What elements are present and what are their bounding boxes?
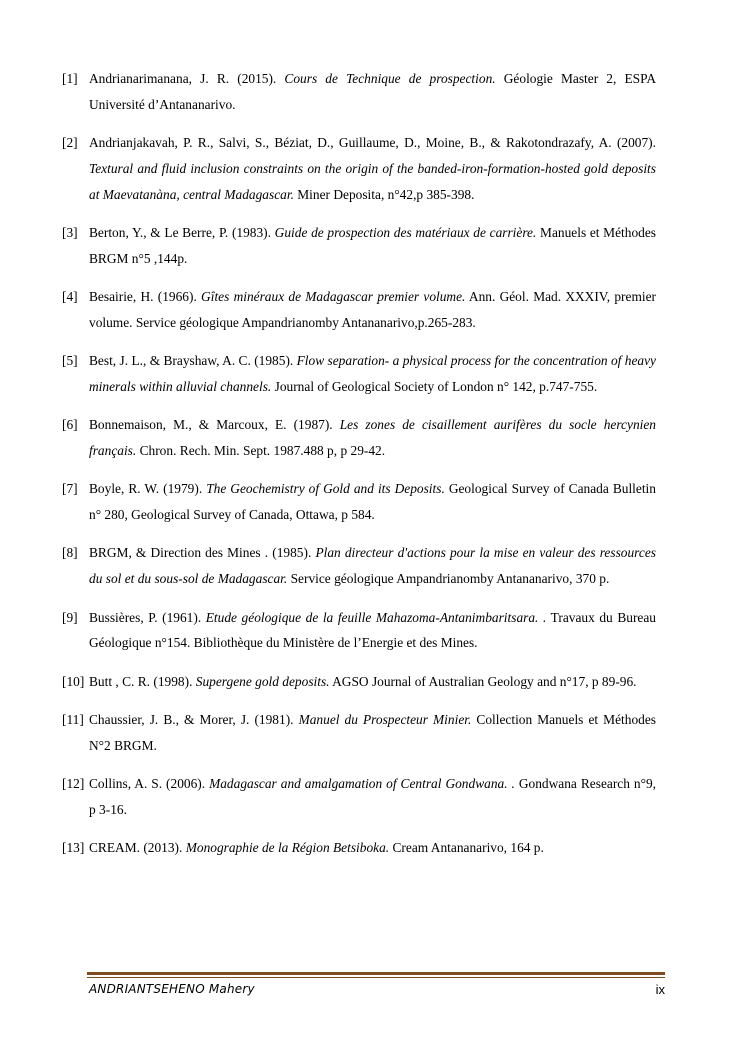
page-number: ix <box>655 982 665 997</box>
reference-number: [2] <box>62 135 78 151</box>
reference-authors: Berton, Y., & Le Berre, P. (1983). <box>89 224 275 240</box>
reference-number: [1] <box>62 71 78 86</box>
reference-text <box>89 605 656 657</box>
reference-text <box>89 540 656 592</box>
reference-list <box>62 66 656 873</box>
reference-title: Plan directeur d'actions pour la mise en valeur des ressources du sol et du sous-sol de Madagascar. <box>89 545 656 587</box>
reference-source: Géologie Master 2, ESPA Université d’Antananarivo. <box>89 71 656 112</box>
reference-title: Flow separation- a physical process for the concentration of heavy minerals within alluvial channels. <box>89 353 656 394</box>
reference-text <box>89 66 656 118</box>
reference-authors: Andrianjakavah, P. R., Salvi, S., Béziat, D., Guillaume, D., Moine, B., & Rakotondrazafy, A. (2007). <box>89 135 656 151</box>
reference-title: Cours de Technique de prospection. <box>284 71 496 86</box>
reference-text <box>89 669 656 695</box>
reference-number: [12] <box>62 776 85 792</box>
reference-authors: Butt , C. R. (1998). <box>89 673 196 689</box>
reference-number: [4] <box>62 289 78 305</box>
reference-text <box>89 835 656 861</box>
reference-item-3 <box>62 220 656 272</box>
reference-item-2 <box>62 130 656 207</box>
reference-source: Gondwana Research n°9, p 3-16. <box>89 776 656 817</box>
reference-item-5 <box>62 348 656 400</box>
reference-authors: Boyle, R. W. (1979). <box>89 481 207 497</box>
reference-title: Monographie de la Région Betsiboka. <box>185 840 390 856</box>
reference-item-11 <box>62 707 656 759</box>
reference-item-13 <box>62 835 656 861</box>
reference-authors: Bonnemaison, M., & Marcoux, E. (1987). <box>89 417 340 433</box>
reference-authors: Collins, A. S. (2006). <box>89 776 210 792</box>
reference-source: Travaux du Bureau Géologique n°154. Bibliothèque du Ministère de l’Energie et des Mines. <box>89 609 656 651</box>
reference-text <box>89 476 656 528</box>
reference-number: [3] <box>62 224 78 240</box>
reference-source: Service géologique Ampandrianomby Antananarivo, 370 p. <box>287 571 610 587</box>
reference-text <box>89 707 656 759</box>
reference-source: Ann. Géol. Mad. XXXIV, premier volume. Service géologique Ampandrianomby Antananarivo,p.265-283. <box>89 289 656 330</box>
reference-item-10 <box>62 669 656 695</box>
reference-number: [11] <box>62 711 84 727</box>
reference-number: [9] <box>62 609 78 625</box>
reference-text <box>89 348 656 400</box>
reference-item-8 <box>62 540 656 592</box>
reference-text <box>89 412 656 464</box>
reference-title: The Geochemistry of Gold and its Deposits. <box>206 481 445 497</box>
reference-title: Gîtes minéraux de Madagascar premier volume. <box>201 289 466 305</box>
reference-source: Chron. Rech. Min. Sept. 1987.488 p, p 29-42. <box>136 443 386 459</box>
reference-item-7 <box>62 476 656 528</box>
reference-item-4 <box>62 284 656 336</box>
reference-authors: BRGM, & Direction des Mines . (1985). <box>89 545 316 561</box>
reference-authors: Andrianarimanana, J. R. (2015). <box>89 71 285 86</box>
reference-authors: Bussières, P. (1961). <box>89 609 206 625</box>
reference-text <box>89 220 656 272</box>
reference-item-12 <box>62 771 656 823</box>
reference-number: [6] <box>62 417 78 433</box>
reference-source: Journal of Geological Society of London n° 142, p.747-755. <box>271 378 598 394</box>
reference-title: Supergene gold deposits. <box>195 673 330 689</box>
reference-source: AGSO Journal of Australian Geology and n°17, p 89-96. <box>329 673 637 689</box>
reference-number: [8] <box>62 545 78 561</box>
reference-number: [13] <box>62 840 85 856</box>
reference-text <box>89 771 656 823</box>
footer-author: ANDRIANTSEHENO Mahery <box>89 982 255 996</box>
reference-authors: Besairie, H. (1966). <box>89 289 202 305</box>
reference-text <box>89 130 656 207</box>
reference-source: Geological Survey of Canada Bulletin n° 280, Geological Survey of Canada, Ottawa, p 584. <box>89 481 656 523</box>
reference-authors: Chaussier, J. B., & Morer, J. (1981). <box>89 711 299 727</box>
reference-title: Les zones de cisaillement aurifères du socle hercynien français. <box>89 417 656 459</box>
reference-title: Madagascar and amalgamation of Central Gondwana. . <box>209 776 515 792</box>
reference-item-6 <box>62 412 656 464</box>
reference-authors: Best, J. L., & Brayshaw, A. C. (1985). <box>89 353 297 369</box>
reference-source: Collection Manuels et Méthodes N°2 BRGM. <box>89 711 656 753</box>
reference-source: Cream Antananarivo, 164 p. <box>389 840 544 856</box>
reference-source: Manuels et Méthodes BRGM n°5 ,144p. <box>89 224 656 266</box>
reference-authors: CREAM. (2013). <box>89 840 186 856</box>
footer-rule-thin <box>87 977 665 978</box>
reference-title: Manuel du Prospecteur Minier. <box>298 711 472 727</box>
reference-title: Textural and fluid inclusion constraints on the origin of the banded-iron-formation-hosted gold deposits at Maevatanàna, central Madagascar. <box>89 160 656 202</box>
reference-item-9 <box>62 605 656 657</box>
reference-title: Etude géologique de la feuille Mahazoma-Antanimbaritsara. . <box>205 609 547 625</box>
reference-title: Guide de prospection des matériaux de carrière. <box>274 224 537 240</box>
reference-number: [5] <box>62 353 78 369</box>
reference-number: [7] <box>62 481 78 497</box>
footer-rule-thick <box>87 972 665 975</box>
reference-source: Miner Deposita, n°42,p 385-398. <box>293 186 475 202</box>
reference-number: [10] <box>62 673 85 689</box>
reference-text <box>89 284 656 336</box>
reference-item-1 <box>62 66 656 118</box>
